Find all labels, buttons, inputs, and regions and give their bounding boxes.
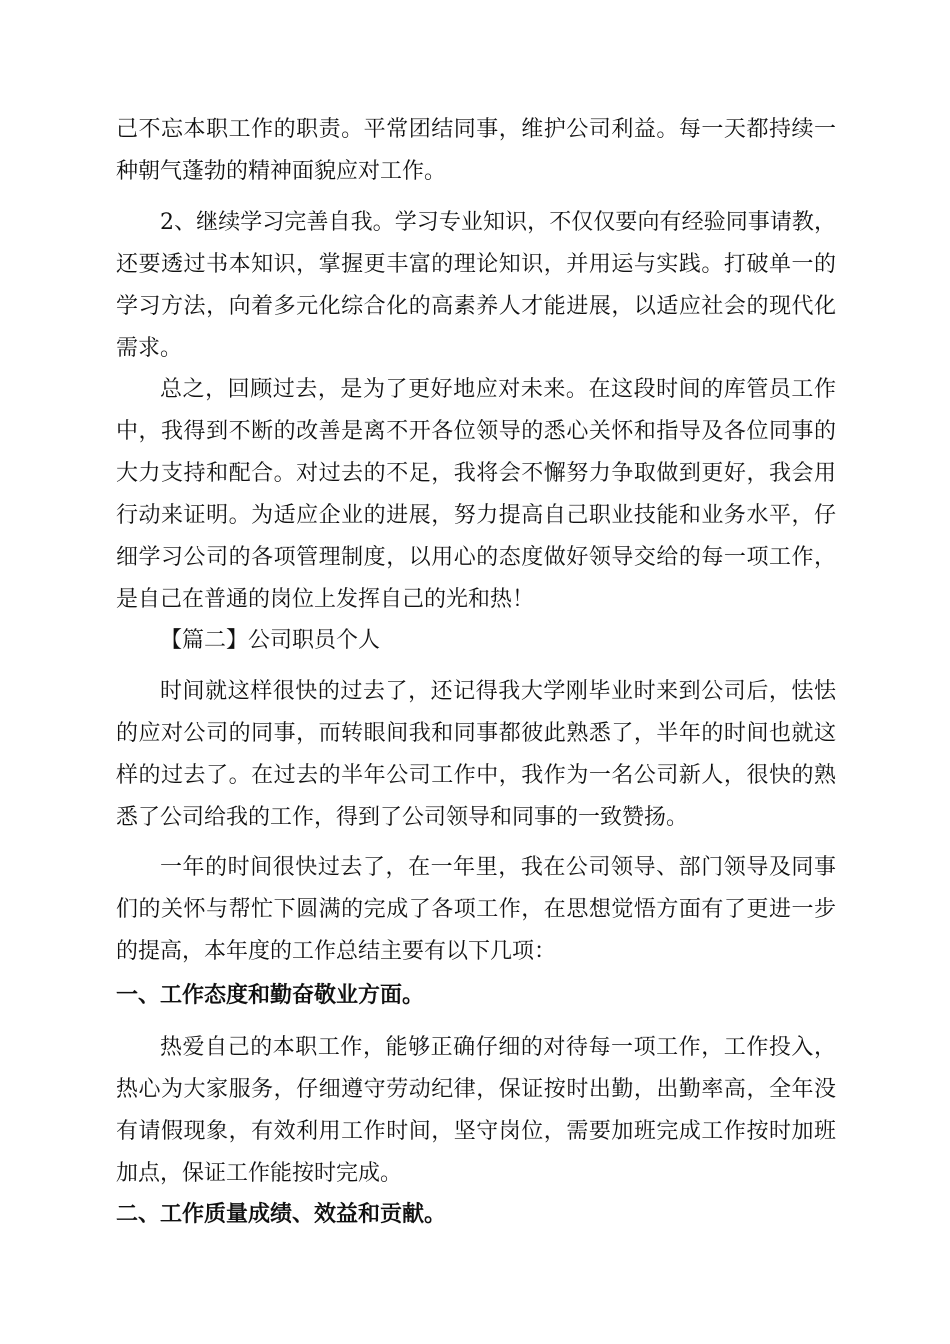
paragraph-time-passed: 时间就这样很快的过去了，还记得我大学刚毕业时来到公司后，怯怯的应对公司的同事，而转眼间我和同事都彼此熟悉了，半年的时间也就这样的过去了。在过去的半年公司工作中，我作为一名公司新人，很快的熟悉了公司给我的工作，得到了公司领导和同事的一致赞扬。	[116, 679, 836, 830]
paragraph-work-attitude: 热爱自己的本职工作，能够正确仔细的对待每一项工作，工作投入，热心为大家服务，仔细遵守劳动纪律，保证按时出勤，出勤率高，全年没有请假现象，有效利用工作时间，坚守岗位，需要加班完成工作按时加班加点，保证工作能按时完成。	[116, 1035, 836, 1186]
paragraph-year-summary: 一年的时间很快过去了，在一年里，我在公司领导、部门领导及同事们的关怀与帮忙下圆满的完成了各项工作，在思想觉悟方面有了更进一步的提高，本年度的工作总结主要有以下几项：	[116, 855, 836, 964]
heading-work-quality: 二、工作质量成绩、效益和贡献。	[116, 1201, 447, 1227]
heading-work-attitude: 一、工作态度和勤奋敬业方面。	[116, 982, 425, 1008]
paragraph-conclusion: 总之，回顾过去，是为了更好地应对未来。在这段时间的库管员工作中，我得到不断的改善是离不开各位领导的悉心关怀和指导及各位同事的大力支持和配合。对过去的不足，我将会不懈努力争取做到更好，我会用行动来证明。为适应企业的进展，努力提高自己职业技能和业务水平，仔细学习公司的各项管理制度，以用心的态度做好领导交给的每一项工作，是自己在普通的岗位上发挥自己的光和热！	[116, 377, 836, 612]
paragraph-continue-learning: 2、继续学习完善自我。学习专业知识，不仅仅要向有经验同事请教，还要透过书本知识，掌握更丰富的理论知识，并用运与实践。打破单一的学习方法，向着多元化综合化的高素养人才能进展，以适应社会的现代化需求。	[116, 210, 836, 361]
section-title-part-two: 【篇二】公司职员个人	[160, 628, 381, 653]
paragraph-continuation: 己不忘本职工作的职责。平常团结同事，维护公司利益。每一天都持续一种朝气蓬勃的精神面貌应对工作。	[116, 117, 836, 184]
